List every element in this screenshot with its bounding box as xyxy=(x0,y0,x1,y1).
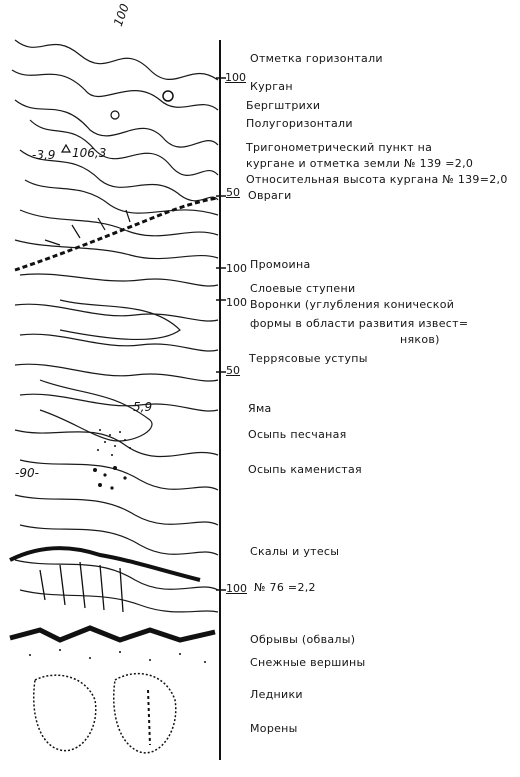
legend-snow-peaks: Снежные вершины xyxy=(250,656,366,669)
map-label-pit: 5,9 xyxy=(133,400,153,414)
stone-scree xyxy=(93,466,127,490)
map-label-top: 100 xyxy=(110,1,132,29)
map-label-height: 106,3 xyxy=(72,146,107,160)
legend-height-76: № 76 =2,2 xyxy=(254,581,316,594)
scale-mark: 100 xyxy=(225,71,246,84)
glacier-left xyxy=(34,675,96,750)
legend-rocks-cliffs: Скалы и утесы xyxy=(250,545,340,558)
rocks-cliffs xyxy=(10,548,200,580)
legend-ravines: Овраги xyxy=(248,189,292,202)
legend-sand-scree: Осыпь песчаная xyxy=(248,428,347,441)
scale-mark: 100 xyxy=(226,296,247,309)
map-label-trig: -3,9 xyxy=(32,148,56,162)
legend-layer-steps: Слоевые ступени xyxy=(250,282,356,295)
legend-trig-point-1: Тригонометрический пункт на xyxy=(246,141,433,154)
legend-funnels-1: Воронки (углубления конической xyxy=(250,298,455,311)
legend-pit: Яма xyxy=(248,402,272,415)
escarpments xyxy=(10,628,215,640)
scale-mark: 100 xyxy=(226,262,247,275)
glacier-right xyxy=(114,674,176,753)
legend-trig-point-2: кургане и отметка земли № 139 =2,0 xyxy=(246,157,474,170)
legend-kurgan: Курган xyxy=(250,80,293,93)
legend-escarpments: Обрывы (обвалы) xyxy=(250,633,356,646)
legend-hachures: Бергштрихи xyxy=(246,99,321,112)
kurgan-symbol xyxy=(163,91,173,101)
scale-mark: 50 xyxy=(226,364,240,377)
sand-scree xyxy=(97,429,131,456)
scale-mark: 100 xyxy=(226,582,247,595)
legend-relative-height: Относительная высота кургана № 139=2,0 xyxy=(246,173,508,186)
legend-terrace-scarps: Террясовые уступы xyxy=(249,352,368,365)
snow-peaks xyxy=(29,649,206,663)
scale-mark: 50 xyxy=(226,186,240,199)
map-label-contour: -90- xyxy=(15,466,39,480)
legend-half-contours: Полугоризонтали xyxy=(246,117,353,130)
legend-contour-mark: Отметка горизонтали xyxy=(250,52,383,65)
legend-moraines: Морены xyxy=(250,722,298,735)
legend-gully: Промоина xyxy=(250,258,311,271)
trig-point-symbol xyxy=(62,145,70,152)
legend-funnels-3: няков) xyxy=(400,333,440,346)
legend-stone-scree: Осыпь каменистая xyxy=(248,463,362,476)
contour-lines xyxy=(12,40,218,612)
legend-glaciers: Ледники xyxy=(250,688,303,701)
legend-funnels-2: формы в области развития извест= xyxy=(250,317,469,330)
